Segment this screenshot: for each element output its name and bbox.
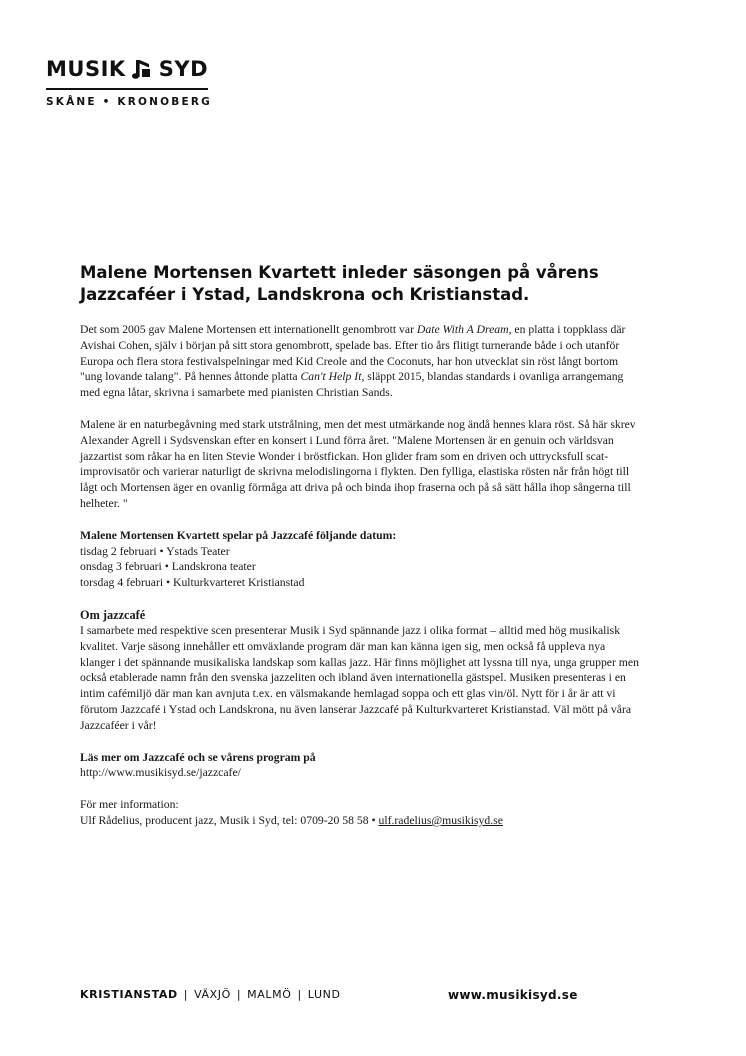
concert-date-3: torsdag 4 februari • Kulturkvarteret Kristianstad — [80, 576, 305, 590]
read-more-link[interactable]: http://www.musikisyd.se/jazzcafe/ — [80, 766, 241, 780]
logo-subtitle: SKÅNE • KRONOBERG — [46, 96, 212, 108]
album-title-2: Can't Help It — [300, 370, 362, 384]
album-title-1: Date With A Dream — [416, 323, 509, 336]
footer-city-vaxjo: VÄXJÖ — [194, 988, 231, 1001]
footer-separator: | — [183, 988, 189, 1001]
footer-separator: | — [236, 988, 242, 1001]
read-more-heading: Läs mer om Jazzcafé och se vårens program på — [80, 750, 316, 764]
footer — [80, 988, 600, 1006]
about-heading: Om jazzcafé — [80, 607, 146, 622]
headline: Malene Mortensen Kvartett inleder säsongen på vårens Jazzcaféer i Ystad, Landskrona och Kristianstad. — [80, 263, 599, 304]
footer-cities — [80, 988, 341, 1001]
concert-date-1: tisdag 2 februari • Ystads Teater — [80, 544, 230, 558]
footer-city-malmo: MALMÖ — [247, 988, 292, 1001]
contact-text: Ulf Rådelius, producent jazz, Musik i Syd, tel: 0709-20 58 58 • — [80, 813, 379, 827]
intro-text-c: , släppt 2015, blandas standards i ovanliga arrangemang med egna låtar, skrivna i samarbete med pianisten Christian Sands. — [80, 370, 624, 400]
dates-heading: Malene Mortensen Kvartett spelar på Jazzcafé följande datum: — [80, 528, 397, 542]
intro-text-a: Det som 2005 gav Malene Mortensen ett internationellt genombrott var — [80, 323, 417, 336]
press-release-body — [80, 262, 640, 829]
about-text: I samarbete med respektive scen presenterar Musik i Syd spännande jazz i olika format – alltid med hög musikalisk kvalitet. Varje säsong innehåller ett omväxlande program där man kan känna igen sig, men också få uppleva nya klanger i det spännande musikaliska landskap som kallas jazz. Här finns möjlighet att lyssna till nya, unga grupper men också etablerade namn från den svenska jazzeliten och ibland även internationella gästspel. Musiken presenteras i en intim cafémiljö där man kan avnjuta t.ex. en välsmakande hemlagad soppa och ett glas vin/öl. Nytt för i år är att vi förutom Jazzcafé i Ystad och Landskrona, nu även lanserar Jazzcafé på Kulturkvarteret Kristianstad. Väl mött på våra Jazzcaféer i vår! — [80, 623, 639, 732]
contact-email-link[interactable]: ulf.radelius@musikisyd.se — [378, 813, 503, 827]
footer-website-link[interactable]: www.musikisyd.se — [448, 988, 578, 1002]
contact-line — [80, 813, 640, 829]
logo-wordmark — [46, 56, 208, 82]
paragraph-intro — [80, 322, 640, 401]
intro-text-b: , en platta i toppklass där Avishai Cohen, själv i början på sitt stora genombrott, spelade bas. Efter tio års flitigt turnerande både i och utanför Europa och flera stora festivalspelningar med Kid Creole and the Coconuts, har hon utvecklat sin röst långt bortom "ung lovande talang". På hennes åttonde platta — [80, 323, 626, 384]
paragraph-review: Malene är en naturbegåvning med stark utstrålning, men det mest utmärkande nog ändå hennes klara röst. Så här skrev Alexander Agrell i Sydsvenskan efter en konsert i Lund förra året. "Malene Mortensen är en genuin och världsvan jazzartist som råkar ha en liten Stevie Wonder i bröstfickan. Hon glider fram som en driven och uttrycksfull scat-improvisatör och varierar naturligt de skrivna melodislingorna i flykten. Den fylliga, elastiska rösten når från högt till lågt och Mortensen äger en ovanlig förmåga att driva på och binda ihop fraserna och på så sätt hålla ihop sångerna till helheter. " — [80, 417, 636, 510]
logo-word-musik: MUSIK — [46, 57, 126, 81]
logo-divider — [46, 88, 208, 90]
concert-date-2: onsdag 3 februari • Landskrona teater — [80, 560, 256, 574]
footer-separator: | — [297, 988, 302, 1001]
contact-heading: För mer information: — [80, 798, 179, 812]
musik-i-syd-logo — [46, 56, 212, 108]
music-note-icon — [132, 58, 152, 80]
footer-city-lund: LUND — [307, 988, 341, 1001]
logo-word-syd: SYD — [158, 57, 208, 81]
footer-city-kristianstad: KRISTIANSTAD — [80, 988, 178, 1001]
